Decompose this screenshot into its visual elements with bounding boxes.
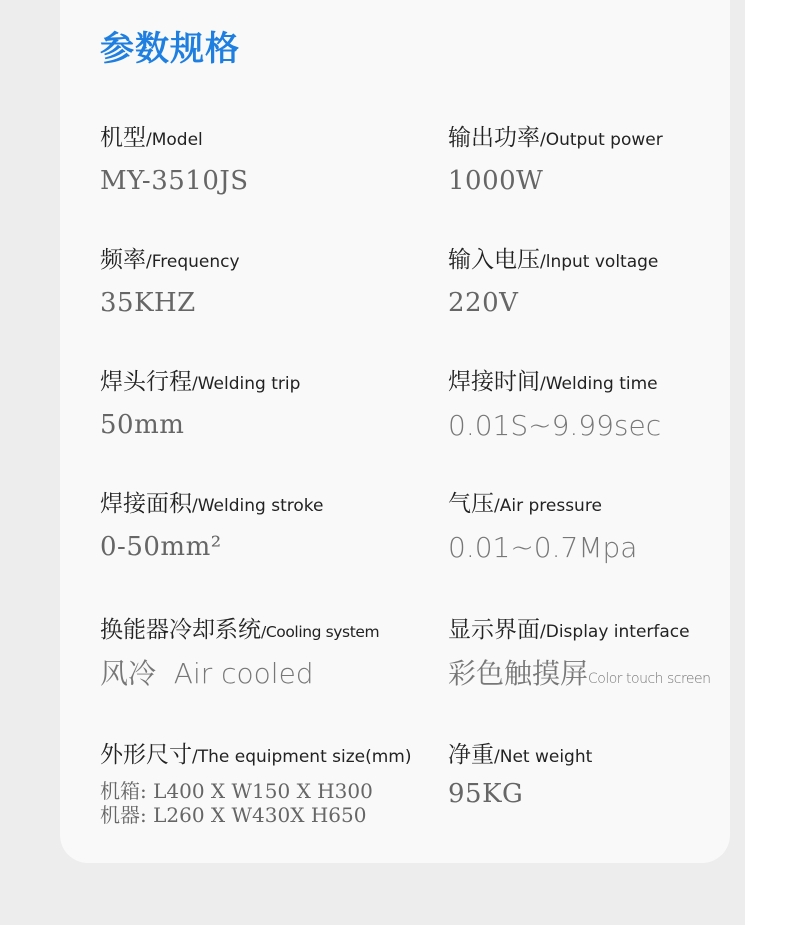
spec-value: 彩色触摸屏Color touch screen bbox=[448, 657, 711, 690]
spec-value: 95KG bbox=[448, 779, 524, 809]
right-background-strip bbox=[745, 0, 790, 925]
spec-value: 0.01S~9.99sec bbox=[448, 409, 662, 442]
spec-air-pressure bbox=[448, 493, 637, 562]
spec-value: 220V bbox=[448, 288, 519, 318]
spec-value: 风冷 Air cooled bbox=[100, 657, 314, 690]
spec-equipment-size bbox=[100, 744, 412, 827]
spec-label: 焊头行程/Welding trip bbox=[100, 369, 301, 395]
spec-value: 0-50mm² bbox=[100, 532, 222, 562]
spec-value: 1000W bbox=[448, 166, 544, 196]
spec-label: 气压/Air pressure bbox=[448, 491, 602, 517]
size-line-machine: 机器: L260 X W430X H650 bbox=[100, 803, 367, 827]
spec-welding-stroke bbox=[100, 493, 323, 560]
spec-value: 35KHZ bbox=[100, 288, 196, 318]
spec-value: MY-3510JS bbox=[100, 166, 249, 196]
spec-value: 0.01~0.7Mpa bbox=[448, 531, 638, 564]
spec-net-weight bbox=[448, 744, 592, 807]
spec-display-interface bbox=[448, 619, 711, 688]
spec-label: 显示界面/Display interface bbox=[448, 617, 690, 643]
spec-cooling-system bbox=[100, 619, 379, 688]
spec-welding-trip bbox=[100, 371, 300, 438]
spec-card bbox=[60, 0, 730, 863]
spec-value bbox=[100, 779, 412, 827]
spec-welding-time bbox=[448, 371, 661, 440]
spec-output-power bbox=[448, 127, 663, 194]
spec-input-voltage bbox=[448, 249, 658, 316]
spec-label: 焊接面积/Welding stroke bbox=[100, 491, 324, 517]
spec-label: 净重/Net weight bbox=[448, 742, 593, 768]
size-line-box: 机箱: L400 X W150 X H300 bbox=[100, 779, 373, 803]
spec-label: 输出功率/Output power bbox=[448, 125, 663, 151]
spec-label: 换能器冷却系统/Cooling system bbox=[100, 617, 380, 643]
spec-label: 输入电压/lnput voltage bbox=[448, 247, 659, 273]
spec-value: 50mm bbox=[100, 410, 185, 440]
spec-frequency bbox=[100, 249, 240, 316]
spec-model bbox=[100, 127, 249, 194]
spec-label: 焊接时间/Welding time bbox=[448, 369, 658, 395]
spec-label: 频率/Frequency bbox=[100, 247, 240, 273]
section-title: 参数规格 bbox=[100, 29, 240, 69]
spec-label: 机型/Model bbox=[100, 125, 203, 151]
spec-label: 外形尺寸/The equipment size(mm) bbox=[100, 742, 412, 768]
